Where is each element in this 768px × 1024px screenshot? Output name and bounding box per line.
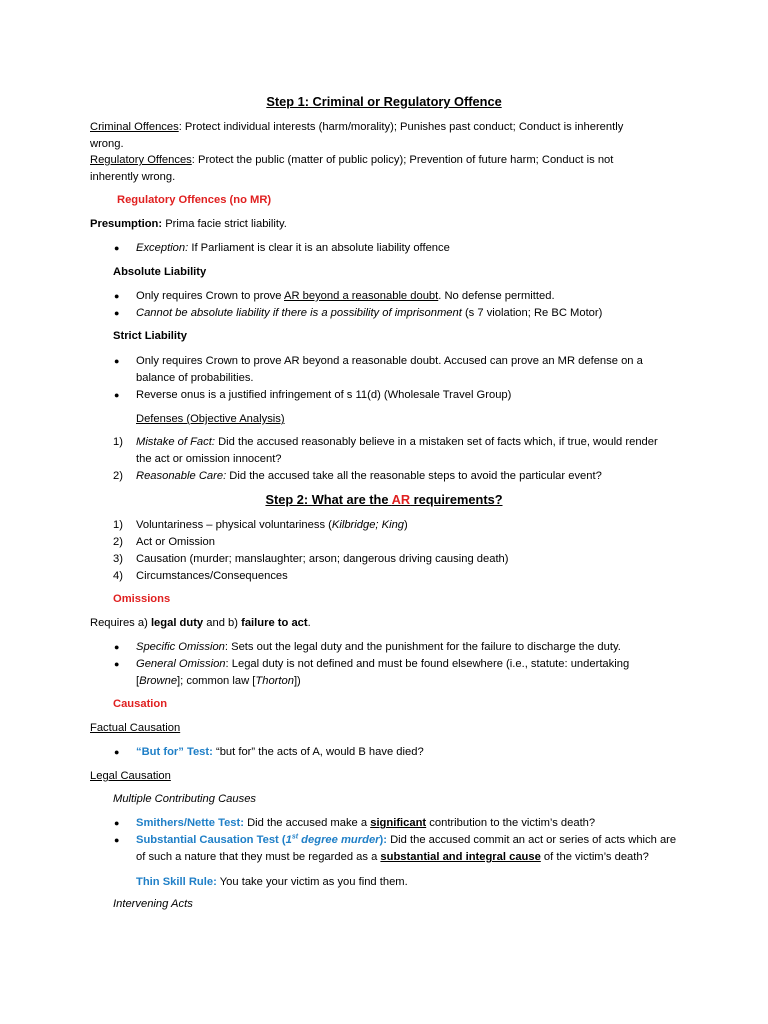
intervening-acts-heading: Intervening Acts	[113, 898, 193, 910]
step2-title-ar: AR	[391, 492, 411, 507]
defense-item-2	[136, 469, 602, 483]
exception-line	[136, 241, 450, 255]
subst-label-b: ):	[379, 834, 387, 846]
bullet-icon: ●	[114, 356, 120, 366]
thin-skill-text: You take your victim as you find them.	[216, 876, 408, 888]
ar-number: 4)	[113, 570, 123, 582]
step2-title-a: Step 2: What are the	[265, 492, 392, 507]
subst-label-degree: degree murder	[298, 834, 380, 846]
step2-title	[0, 493, 768, 507]
legal-causation-heading: Legal Causation	[90, 770, 171, 782]
general-omission-text: : Legal duty is not defined and must be found elsewhere (i.e., statute: undertaking	[225, 658, 630, 670]
bullet-icon: ●	[114, 390, 120, 400]
req-c: and b)	[203, 617, 242, 629]
multiple-causes-heading: Multiple Contributing Causes	[113, 793, 257, 805]
thin-skill-label: Thin Skill Rule:	[136, 876, 217, 888]
defense-number: 2)	[113, 470, 123, 482]
specific-omission-text: : Sets out the legal duty and the punishment for the failure to discharge the duty.	[224, 641, 621, 653]
ar-item-1	[136, 518, 408, 532]
bullet-icon: ●	[114, 818, 120, 828]
bullet-icon: ●	[114, 291, 120, 301]
smithers-text-b: contribution to the victim’s death?	[426, 817, 596, 829]
presumption-label: Presumption:	[90, 218, 163, 230]
ar-item-1-italic: Kilbridge; King	[331, 519, 405, 531]
abs1-end: . No defense permitted.	[438, 290, 555, 302]
strict-item-2: Reverse onus is a justified infringement of s 11(d) (Wholesale Travel Group)	[136, 389, 512, 401]
gen-cont-b: ]; common law [	[177, 675, 256, 687]
exception-label: Exception:	[136, 242, 189, 254]
requires-line	[90, 616, 311, 630]
presumption-line	[90, 217, 287, 231]
subst-label-a: Substantial Causation Test (	[136, 834, 286, 846]
subst-label-1: 1	[285, 834, 292, 846]
regulatory-label: Regulatory Offences	[90, 154, 192, 166]
step2-title-b: requirements?	[410, 492, 503, 507]
abs2-italic: Cannot be absolute liability if there is a possibility of imprisonment	[136, 307, 462, 319]
abs2-text: (s 7 violation; Re BC Motor)	[461, 307, 603, 319]
regulatory-text-cont: inherently wrong.	[90, 171, 176, 183]
bullet-icon: ●	[114, 642, 120, 652]
general-omission	[136, 657, 629, 671]
subst-label-sup: st	[291, 833, 299, 841]
bullet-icon: ●	[114, 308, 120, 318]
defense-item-1-cont: the act or omission innocent?	[136, 453, 282, 465]
specific-omission-label: Specific Omission	[136, 641, 225, 653]
ar-item-4: Circumstances/Consequences	[136, 570, 288, 582]
regulatory-heading: Regulatory Offences (no MR)	[117, 194, 272, 206]
defense-number: 1)	[113, 436, 123, 448]
strict-item-1-cont: balance of probabilities.	[136, 372, 254, 384]
subst-cont-b: of the victim’s death?	[540, 851, 649, 863]
criminal-text: : Protect individual interests (harm/morality); Punishes past conduct; Conduct is inherently	[178, 121, 624, 133]
smithers-text-a: Did the accused make a	[243, 817, 371, 829]
presumption-text: Prima facie strict liability.	[162, 218, 287, 230]
smithers-significant: significant	[370, 817, 427, 829]
regulatory-text: : Protect the public (matter of public policy); Prevention of future harm; Conduct is not	[191, 154, 614, 166]
smithers-label: Smithers/Nette Test:	[136, 817, 244, 829]
def1-label: Mistake of Fact:	[136, 436, 215, 448]
causation-heading: Causation	[113, 698, 168, 710]
gen-cont-a: [	[136, 675, 140, 687]
strict-liability-heading: Strict Liability	[113, 330, 187, 342]
req-a: Requires a)	[90, 617, 151, 629]
abs1-text: Only requires Crown to prove	[136, 290, 284, 302]
bullet-icon: ●	[114, 747, 120, 757]
ar-item-1-end: )	[404, 519, 408, 531]
req-failure: failure to act	[241, 617, 308, 629]
defenses-heading: Defenses (Objective Analysis)	[136, 413, 285, 425]
def1-text: Did the accused reasonably believe in a mistaken set of facts which, if true, would render	[214, 436, 658, 448]
substantial-causation-test	[136, 833, 676, 847]
but-for-label: “But for” Test:	[136, 746, 213, 758]
criminal-label: Criminal Offences	[90, 121, 179, 133]
bullet-icon: ●	[114, 835, 120, 845]
ar-number: 2)	[113, 536, 123, 548]
absolute-liability-heading: Absolute Liability	[113, 266, 207, 278]
def2-label: Reasonable Care:	[136, 470, 227, 482]
gen-cont-c: ])	[293, 675, 301, 687]
substantial-label	[136, 834, 387, 846]
ar-number: 1)	[113, 519, 123, 531]
gen-cont-thorton: Thorton	[255, 675, 294, 687]
bullet-icon: ●	[114, 659, 120, 669]
ar-number: 3)	[113, 553, 123, 565]
but-for-test	[136, 745, 424, 759]
general-omission-cont	[136, 674, 301, 688]
but-for-text: “but for” the acts of A, would B have died?	[212, 746, 424, 758]
abs1-underlined: AR beyond a reasonable doubt	[284, 290, 439, 302]
subst-cont-a: of such a nature that they must be regarded as a	[136, 851, 381, 863]
factual-causation-heading: Factual Causation	[90, 722, 181, 734]
step1-title: Step 1: Criminal or Regulatory Offence	[266, 94, 502, 109]
substantial-causation-cont	[136, 850, 649, 864]
def2-text: Did the accused take all the reasonable steps to avoid the particular event?	[226, 470, 602, 482]
criminal-offences-line	[90, 120, 623, 134]
bullet-icon: ●	[114, 243, 120, 253]
substantial-text: Did the accused commit an act or series of acts which are	[386, 834, 677, 846]
strict-item-1: Only requires Crown to prove AR beyond a reasonable doubt. Accused can prove an MR defense on a	[136, 355, 643, 367]
absolute-item-1	[136, 289, 555, 303]
general-omission-label: General Omission	[136, 658, 226, 670]
smithers-test	[136, 816, 595, 830]
gen-cont-browne: Browne	[139, 675, 178, 687]
omissions-heading: Omissions	[113, 593, 171, 605]
absolute-item-2	[136, 306, 602, 320]
specific-omission	[136, 640, 621, 654]
exception-text: If Parliament is clear it is an absolute liability offence	[188, 242, 450, 254]
regulatory-offences-line	[90, 153, 613, 167]
defense-item-1	[136, 435, 658, 449]
subst-cont-underlined: substantial and integral cause	[380, 851, 541, 863]
ar-item-3: Causation (murder; manslaughter; arson; dangerous driving causing death)	[136, 553, 509, 565]
thin-skill-rule	[136, 875, 408, 889]
req-legal-duty: legal duty	[150, 617, 204, 629]
ar-item-1-text: Voluntariness – physical voluntariness (	[136, 519, 332, 531]
criminal-text-cont: wrong.	[90, 138, 124, 150]
ar-item-2: Act or Omission	[136, 536, 215, 548]
req-d: .	[307, 617, 311, 629]
